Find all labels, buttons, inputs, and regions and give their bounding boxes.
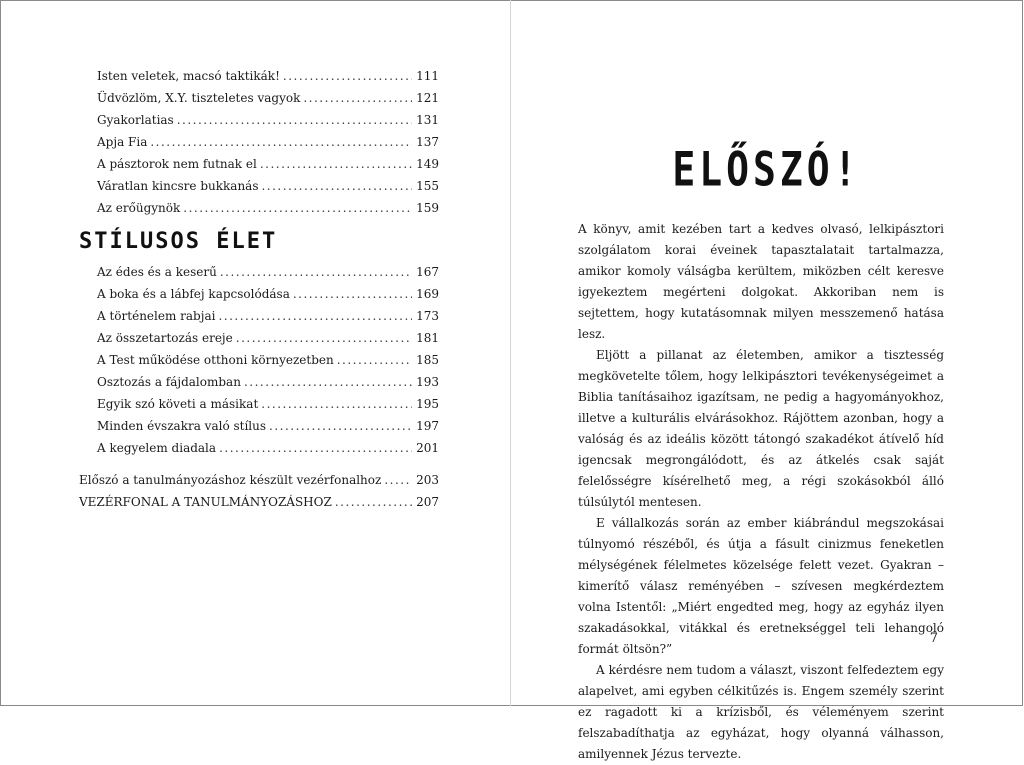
toc-leader-dots [150,131,412,153]
toc-entry-title: Előszó a tanulmányozáshoz készült vezérfonalhoz [79,473,382,487]
toc-entry-page: 155 [416,179,439,193]
toc-entry [79,175,439,197]
toc-entry-title: Az erőügynök [97,201,181,215]
toc-leader-dots [218,305,412,327]
toc-entry-page: 193 [416,375,439,389]
toc-leader-dots [335,491,412,513]
toc-leader-dots [283,65,412,87]
toc-entry-page: 181 [416,331,439,345]
body-text [578,219,944,765]
toc-entry [79,327,439,349]
toc-entry-page: 207 [416,495,439,509]
toc-leader-dots [177,109,412,131]
toc-leader-dots [236,327,412,349]
toc-entry [79,371,439,393]
toc-entry [79,197,439,219]
table-of-contents [79,65,439,513]
paragraph: A kérdésre nem tudom a választ, viszont felfedeztem egy alapelvet, ami egyben célkitűzés is. Engem személy szerint ez ragadott ki a krízisből, és véleményem szerint felszabadíthatja az egyházat, hogy olyanná válhasson, amilyennek Jézus tervezte. [578,663,944,761]
toc-entry-title: Az összetartozás ereje [97,331,233,345]
toc-entry-page: 149 [416,157,439,171]
toc-entry-page: 169 [416,287,439,301]
toc-entry-title: A boka és a lábfej kapcsolódása [97,287,290,301]
toc-entry [79,153,439,175]
toc-entry-title: Osztozás a fájdalomban [97,375,241,389]
toc-entry-title: Az édes és a keserű [97,265,217,279]
toc-entry [79,283,439,305]
toc-leader-dots [261,393,412,415]
toc-entry [79,131,439,153]
toc-entry-title: A pásztorok nem futnak el [97,157,257,171]
toc-leader-dots [183,197,412,219]
toc-entry [79,261,439,283]
toc-entry-title: Apja Fia [97,135,148,149]
toc-entry [79,491,439,513]
toc-section-heading: STÍLUSOS ÉLET [79,228,278,254]
toc-leader-dots [303,87,412,109]
toc-leader-dots [293,283,412,305]
toc-entry-title: Üdvözlöm, X.Y. tiszteletes vagyok [97,91,301,105]
toc-entry [79,415,439,437]
toc-entry-page: 131 [416,113,439,127]
toc-entry [79,305,439,327]
right-page [511,0,1023,761]
toc-leader-dots [384,469,412,491]
toc-leader-dots [269,415,412,437]
toc-leader-dots [219,437,412,459]
toc-entry [79,87,439,109]
page-number: 7 [929,631,938,646]
toc-entry-title: Egyik szó követi a másikat [97,397,259,411]
toc-entry-page: 121 [416,91,439,105]
paragraph: Eljött a pillanat az életemben, amikor a tisztesség megkövetelte tőlem, hogy lelkipásztori tevékenységeimet a Biblia tanításaihoz igazítsam, ne pedig a hagyományokhoz, illetve a kulturális elvárásokhoz. Rájöttem azonban, hogy a valóság és az ideális között tátongó szakadékot átívelő híd igencsak megrongálódott, és az átkelés csak saját felelősségre kísérelhető meg, a régi szokásokból álló túlsúlytól mentesen. [578,348,944,509]
toc-entry-title: A Test működése otthoni környezetben [97,353,334,367]
toc-entry-title: Isten veletek, macsó taktikák! [97,69,280,83]
left-page [0,0,510,706]
toc-entry-page: 137 [416,135,439,149]
toc-entry-page: 197 [416,419,439,433]
chapter-title: ELŐSZÓ! [672,141,861,197]
toc-entry [79,437,439,459]
toc-entry-page: 159 [416,201,439,215]
toc-leader-dots [220,261,412,283]
toc-entry-title: A kegyelem diadala [97,441,217,455]
toc-leader-dots [260,153,412,175]
toc-entry-title: Váratlan kincsre bukkanás [97,179,259,193]
toc-entry-page: 185 [416,353,439,367]
toc-entry-page: 167 [416,265,439,279]
toc-entry-page: 201 [416,441,439,455]
toc-entry-title: Minden évszakra való stílus [97,419,267,433]
toc-spacer [79,459,439,469]
toc-entry-title: A történelem rabjai [97,309,216,323]
toc-entry [79,469,439,491]
toc-entry-title: VEZÉRFONAL A TANULMÁNYOZÁSHOZ [79,495,332,509]
toc-leader-dots [261,175,412,197]
toc-entry-page: 111 [416,69,439,83]
toc-entry [79,393,439,415]
toc-leader-dots [337,349,412,371]
toc-entry-page: 195 [416,397,439,411]
toc-entry [79,65,439,87]
toc-entry-title: Gyakorlatias [97,113,174,127]
toc-entry [79,109,439,131]
toc-entry-page: 203 [416,473,439,487]
toc-entry-page: 173 [416,309,439,323]
toc-entry [79,349,439,371]
toc-leader-dots [244,371,412,393]
paragraph: A könyv, amit kezében tart a kedves olvasó, lelkipásztori szolgálatom korai éveinek tapasztalatait tartalmazza, amikor komoly válságba kerültem, miközben célt keresve igyekeztem megérteni dolgokat. Akkoriban nem is sejtettem, hogy kutatásomnak milyen messzemenő hatása lesz. [578,222,944,341]
paragraph: E vállalkozás során az ember kiábrándul megszokásai túlnyomó részéből, és útja a fásult cinizmus feneketlen mélységének félelmetes közelsége felett vezet. Gyakran – kimerítő válasz reményében – szívesen megkérdeztem volna Istentől: „Miért engedted meg, hogy az egyház ilyen szakadásokkal, vitákkal és eretnekséggel teli lehangoló formát öltsön?” [578,516,944,656]
